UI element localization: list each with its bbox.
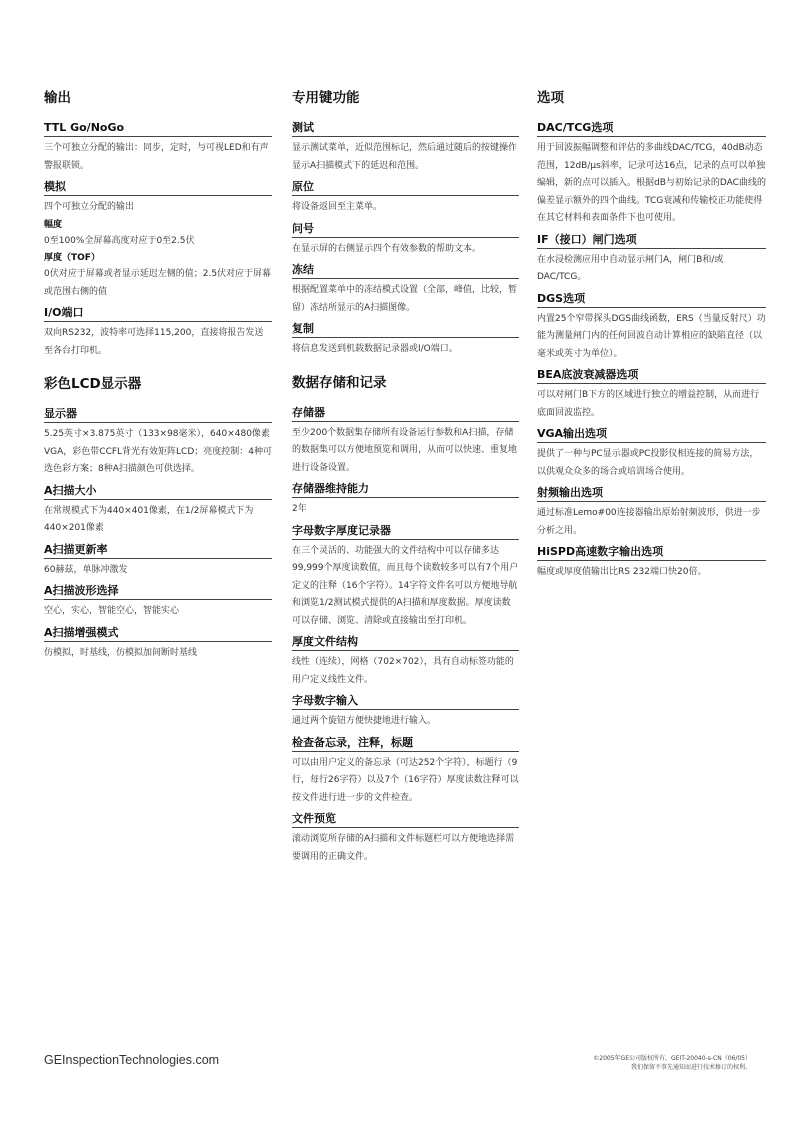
- spec-item-ttl: [44, 121, 272, 175]
- spec-item-file-structure: [292, 635, 519, 689]
- item-text: 显示测试菜单，近似范围标记，然后通过随后的按键操作显示A扫描模式下的延迟和范围。: [292, 143, 518, 171]
- item-title: 厚度文件结构: [292, 635, 519, 651]
- spec-item-file-preview: [292, 812, 519, 866]
- spec-item-help: [292, 222, 519, 259]
- item-text: 可以由用户定义的备忘录（可达252个字符），标题行（9行，每行26字符）以及7个（16字符）厚度读数注释可以按文件进行进一步的文件检查。: [292, 757, 519, 803]
- item-title: I/O端口: [44, 306, 272, 322]
- item-title: HiSPD高速数字输出选项: [537, 545, 766, 561]
- item-title: A扫描大小: [44, 484, 272, 500]
- item-title: VGA输出选项: [537, 427, 766, 443]
- item-title: 冻结: [292, 263, 519, 279]
- item-title: IF（接口）闸门选项: [537, 233, 766, 249]
- spec-item-memo: [292, 736, 519, 808]
- spec-item-rf-output: [537, 486, 766, 540]
- item-title: 字母数字厚度记录器: [292, 524, 519, 540]
- item-text: 0至100%全屏幕高度对应于0至2.5伏: [44, 235, 195, 246]
- spec-item-if-gate: [537, 233, 766, 287]
- section-title-keys: 专用键功能: [292, 90, 360, 106]
- item-title: 模拟: [44, 180, 272, 196]
- copyright-line: 我们保留不事先通知而进行技术修订的权利。: [630, 1064, 751, 1071]
- item-text: 5.25英寸×3.875英寸（133×98毫米），640×480像素VGA，彩色带CCFL背光有效矩阵LCD；亮度控制：4种可选色彩方案；8种A扫描颜色可供选择。: [44, 429, 273, 474]
- item-text: 三个可独立分配的输出：同步，定时，与可视LED和有声警报联锁。: [44, 143, 269, 171]
- item-title: 射频输出选项: [537, 486, 766, 502]
- sub-title-thickness: 厚度（TOF）: [44, 253, 100, 263]
- item-title: TTL Go/NoGo: [44, 121, 272, 137]
- item-text: 在显示屏的右侧显示四个有效参数的帮助文本。: [292, 243, 482, 254]
- spec-item-vga: [537, 427, 766, 481]
- item-title: 文件预览: [292, 812, 519, 828]
- section-title-output: 输出: [44, 90, 71, 106]
- item-title: 存储器: [292, 406, 519, 422]
- item-text: 可以对闸门B下方的区域进行独立的增益控制，从而进行底面回波监控。: [537, 390, 760, 418]
- spec-item-waveform: [44, 584, 272, 621]
- spec-item-retention: [292, 482, 519, 519]
- item-text: 空心，实心，智能空心，智能实心: [44, 606, 180, 616]
- section-title-storage: 数据存储和记录: [292, 374, 387, 391]
- item-title: A扫描更新率: [44, 543, 272, 559]
- item-text: 滚动浏览所存储的A扫描和文件标题栏可以方便地选择需要调用的正确文件。: [292, 834, 515, 862]
- footer-website-link[interactable]: GEInspectionTechnologies.com: [44, 1053, 220, 1067]
- item-text: 至少200个数据集存储所有设备运行参数和A扫描，存储的数据集可以方便地预览和调用，从而可以快速、重复地进行设备设置。: [292, 427, 518, 473]
- spec-item-refresh-rate: [44, 543, 272, 580]
- item-text: 在常规模式下为440×401像素，在1/2屏幕模式下为440×201像素: [44, 505, 254, 533]
- item-text: 通过标准Lemo#00连接器输出原始射频波形，供进一步分析之用。: [537, 508, 761, 536]
- spec-item-ascan-size: [44, 484, 272, 538]
- item-text: 根据配置菜单中的冻结模式设置（全部，峰值，比较，暂留）冻结所显示的A扫描图像。: [292, 285, 518, 313]
- copyright-line: ©2005年GE公司版权所有。GEIT-20040-s-CN（06/05）: [593, 1055, 751, 1062]
- left-column: [44, 88, 272, 667]
- spec-item-enhance-mode: [44, 626, 272, 663]
- spec-item-freeze: [292, 263, 519, 317]
- item-text: 双向RS232，波特率可选择115,200，直接将报告发送至各台打印机。: [44, 328, 264, 356]
- item-title: 检查备忘录，注释，标题: [292, 736, 519, 752]
- spec-item-analog: [44, 180, 272, 301]
- sub-title-amplitude: 幅度: [44, 219, 63, 230]
- item-title: 复制: [292, 322, 519, 338]
- item-text: 通过两个旋钮方便快捷地进行输入。: [292, 716, 437, 726]
- item-text: 用于回波振幅调整和评估的多曲线DAC/TCG，40dB动态范围，12dB/μs斜率，记录可达16点，记录的点可以单独编辑，新的点可以插入。根据dB与初始记录的DAC曲线的偏差显示额外的四个曲线。TCG衰减和传输校正功能使得在其它材料和表面条件下也可使用。: [537, 143, 766, 223]
- item-title: 测试: [292, 121, 519, 137]
- item-title: BEA底波衰减器选项: [537, 368, 766, 384]
- item-title: DAC/TCG选项: [537, 121, 766, 137]
- middle-column: [292, 88, 519, 871]
- spec-item-hispd: [537, 545, 766, 582]
- item-text: 将设备返回至主菜单。: [292, 202, 383, 212]
- item-title: A扫描波形选择: [44, 584, 272, 600]
- item-text: 幅度或厚度值输出比RS 232端口快20倍。: [537, 567, 707, 577]
- spec-item-bea: [537, 368, 766, 422]
- item-text: 提供了一种与PC显示器或PC投影仪相连接的简易方法，以供观众众多的场合或培训场合使用。: [537, 449, 759, 477]
- section-title-options: 选项: [537, 90, 564, 106]
- item-text: 0伏对应于屏幕或者显示延迟左侧的值；2.5伏对应于屏幕或范围右侧的值: [44, 269, 272, 297]
- spec-item-home: [292, 180, 519, 217]
- right-column: [537, 88, 766, 587]
- item-text: 60赫兹，单脉冲激发: [44, 564, 128, 575]
- item-text: 2年: [292, 504, 307, 514]
- item-title: 字母数字输入: [292, 694, 519, 710]
- item-title: 存储器维持能力: [292, 482, 519, 498]
- item-text: 在三个灵活的、功能强大的文件结构中可以存储多达99,999个厚度读数值，而且每个读数较多可以有7个用户定义的注释（16个字符）。14字符文件名可以方便地导航和浏览1/2测试模式提供的A扫描和厚度数据。厚度读数可以存储、浏览、清除或直接输出至打印机。: [292, 545, 519, 626]
- spec-item-alnum-input: [292, 694, 519, 731]
- spec-item-screen: [44, 407, 272, 479]
- item-title: 原位: [292, 180, 519, 196]
- footer-copyright: [511, 1054, 751, 1072]
- item-text: 在水浸检测应用中自动显示闸门A，闸门B和/或DAC/TCG。: [537, 254, 724, 282]
- spec-item-copy: [292, 322, 519, 359]
- spec-item-thickness-logger: [292, 524, 519, 631]
- item-title: A扫描增强模式: [44, 626, 272, 642]
- spec-item-memory: [292, 406, 519, 478]
- spec-item-io-port: [44, 306, 272, 360]
- item-text: 仿模拟，时基线，仿模拟加间断时基线: [44, 647, 198, 658]
- section-title-display: 彩色LCD显示器: [44, 376, 142, 392]
- item-text: 将信息发送到机载数据记录器或I/O端口。: [292, 344, 458, 354]
- spec-item-test: [292, 121, 519, 175]
- item-text: 线性（连续），网格（702×702），具有自动标签功能的用户定义线性文件。: [292, 657, 514, 685]
- item-text: 四个可独立分配的输出: [44, 202, 135, 212]
- item-title: 显示器: [44, 407, 272, 423]
- item-title: DGS选项: [537, 292, 766, 308]
- item-text: 内置25个窄带探头DGS曲线函数，ERS（当量反射尺）功能为测量闸门内的任何回波自动计算相应的缺陷直径（以毫米或英寸为单位）。: [537, 313, 766, 359]
- item-title: 问号: [292, 222, 519, 238]
- spec-item-dgs: [537, 292, 766, 364]
- spec-item-dac-tcg: [537, 121, 766, 228]
